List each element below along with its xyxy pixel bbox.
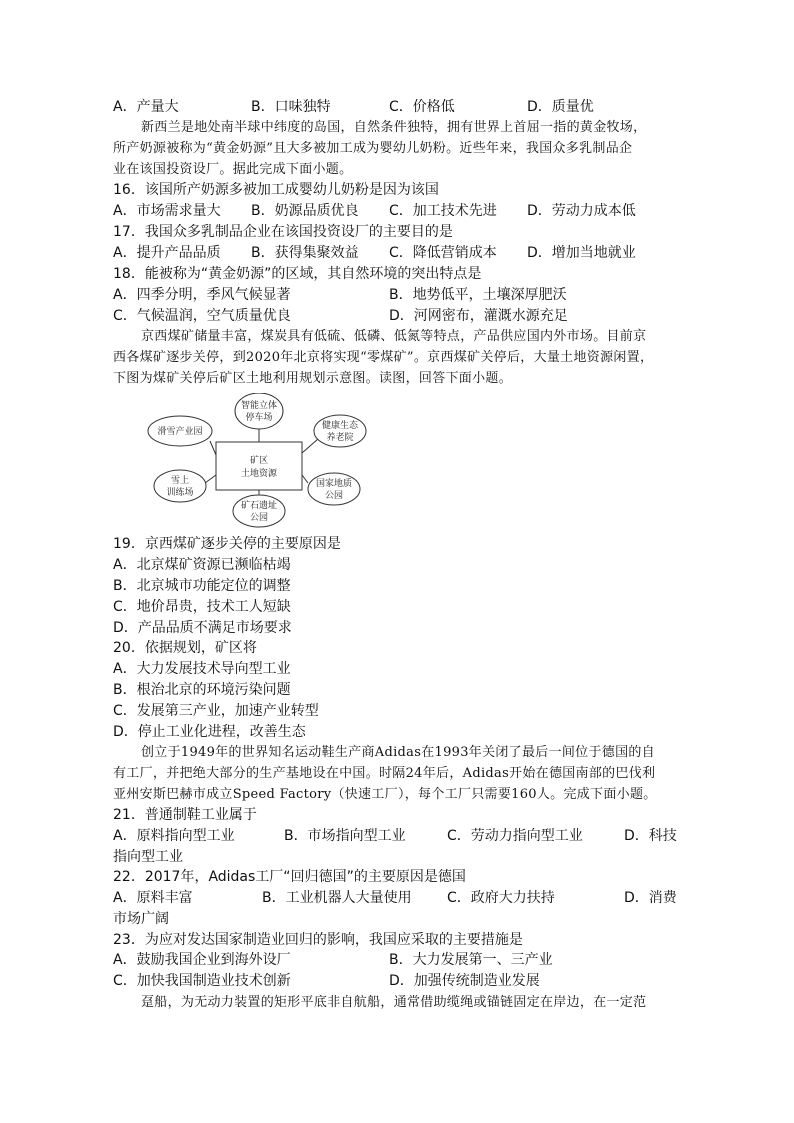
- q15-option-c: C．价格低: [389, 99, 455, 115]
- node-parking-label-2: 停车场: [245, 413, 273, 423]
- node-ski-park-label: 滑雪产业园: [157, 427, 203, 437]
- q23-stem: 23．为应对发达国家制造业回归的影响，我国应采取的主要措施是: [113, 932, 523, 948]
- q18-option-a: A．四季分明，季风气候显著: [113, 287, 291, 303]
- q21-option-d-continuation: 指向型工业: [113, 849, 183, 865]
- node-parking: [235, 393, 283, 429]
- q21-option-d: D．科技: [624, 828, 677, 844]
- node-mine-relic-label-2: 公园: [249, 513, 269, 523]
- q21-option-a: A．原料指向型工业: [113, 828, 235, 844]
- q20-option-b: B．根治北京的环境污染问题: [113, 682, 291, 698]
- passage-boat: 趸船，为无动力装置的矩形平底非自航船，通常借助缆绳或锚链固定在岸边，在一定范: [141, 995, 647, 1010]
- center-label-1: 矿区: [249, 456, 269, 466]
- land-use-diagram: [140, 393, 380, 533]
- q16-option-c: C．加工技术先进: [389, 203, 497, 219]
- passage-line: 京西煤矿储量丰富，煤炭具有低硫、低磷、低氮等特点，产品供应国内外市场。目前京: [141, 329, 647, 344]
- q20-option-c: C．发展第三产业，加速产业转型: [113, 703, 319, 719]
- q22-option-d-continuation: 市场广阔: [113, 911, 169, 927]
- passage-line: 新西兰是地处南半球中纬度的岛国，自然条件独特，拥有世界上首屈一指的黄金牧场，: [141, 120, 647, 135]
- q16-option-b: B．奶源品质优良: [251, 203, 359, 219]
- passage-line: 所产奶源被称为“黄金奶源”且大多被加工成为婴幼儿奶粉。近些年来，我国众多乳制品企: [113, 141, 633, 156]
- q17-option-c: C．降低营销成本: [389, 245, 497, 261]
- node-parking-label-1: 智能立体: [240, 401, 278, 411]
- node-mine-relic-label-1: 矿石遗址: [240, 501, 278, 511]
- node-snow-training-label-1: 雪上: [170, 476, 190, 486]
- passage-line: 西各煤矿逐步关停，到2020年北京将实现“零煤矿”。京西煤矿关停后，大量土地资源闲置，: [113, 350, 654, 365]
- q22-option-c: C．政府大力扶持: [447, 890, 555, 906]
- q17-option-a: A．提升产品品质: [113, 245, 221, 261]
- center-box: [216, 442, 302, 490]
- q15-option-a: A．产量大: [113, 99, 179, 115]
- passage-line: 亚州安斯巴赫市成立Speed Factory（快速工厂），每个工厂只需要160人。完成下面小题。: [113, 787, 657, 802]
- q20-option-d: D．停止工业化进程，改善生态: [113, 724, 306, 740]
- node-elderly-care-label-1: 健康生态: [321, 421, 359, 431]
- q23-option-b: B．大力发展第一、三产业: [389, 952, 553, 968]
- q17-stem: 17．我国众多乳制品企业在该国投资设厂的主要目的是: [113, 224, 453, 240]
- connector-line: [205, 475, 216, 483]
- q19-option-d: D．产品品质不满足市场要求: [113, 620, 292, 636]
- q20-stem: 20．依据规划，矿区将: [113, 640, 257, 656]
- q18-option-d: D．河网密布，灌溉水源充足: [389, 308, 568, 324]
- q20-option-a: A．大力发展技术导向型工业: [113, 661, 291, 677]
- q17-option-d: D．增加当地就业: [527, 245, 636, 261]
- q22-option-b: B．工业机器人大量使用: [262, 890, 412, 906]
- q21-stem: 21．普通制鞋工业属于: [113, 807, 257, 823]
- node-snow-training-label-2: 训练场: [166, 488, 194, 498]
- q21-option-b: B．市场指向型工业: [284, 828, 406, 844]
- q19-stem: 19．京西煤矿逐步关停的主要原因是: [113, 536, 341, 552]
- passage-line: 有工厂，并把绝大部分的生产基地设在中国。时隔24年后，Adidas开始在德国南部的巴伐利: [113, 766, 656, 781]
- q15-option-b: B．口味独特: [251, 99, 331, 115]
- q19-option-c: C．地价昂贵，技术工人短缺: [113, 599, 291, 615]
- q23-option-d: D．加强传统制造业发展: [389, 973, 540, 989]
- connector-line: [302, 475, 308, 483]
- node-geopark-label-1: 国家地质: [315, 479, 353, 489]
- q18-option-c: C．气候温润，空气质量优良: [113, 308, 291, 324]
- q19-option-a: A．北京煤矿资源已濒临枯竭: [113, 557, 291, 573]
- q23-option-c: C．加快我国制造业技术创新: [113, 973, 291, 989]
- q19-option-b: B．北京城市功能定位的调整: [113, 578, 291, 594]
- q22-option-a: A．原料丰富: [113, 890, 193, 906]
- q22-option-d: D．消费: [624, 890, 677, 906]
- connector-line: [302, 439, 318, 453]
- node-geopark-label-2: 公园: [324, 491, 344, 501]
- passage-line: 业在该国投资设厂。据此完成下面小题。: [113, 162, 353, 177]
- q16-option-a: A．市场需求量大: [113, 203, 221, 219]
- q21-option-c: C．劳动力指向型工业: [447, 828, 583, 844]
- connector-line: [210, 441, 216, 455]
- q17-option-b: B．获得集聚效益: [251, 245, 359, 261]
- center-label-2: 土地资源: [240, 469, 278, 479]
- q16-stem: 16．该国所产奶源多被加工成婴幼儿奶粉是因为该国: [113, 182, 439, 198]
- node-elderly-care-label-2: 养老院: [326, 433, 354, 443]
- q15-option-d: D．质量优: [527, 99, 594, 115]
- q18-stem: 18．能被称为“黄金奶源”的区域，其自然环境的突出特点是: [113, 266, 482, 282]
- q16-option-d: D．劳动力成本低: [527, 203, 636, 219]
- q22-stem: 22．2017年，Adidas工厂“回归德国”的主要原因是德国: [113, 869, 466, 885]
- passage-line: 下图为煤矿关停后矿区土地利用规划示意图。读图，回答下面小题。: [113, 371, 513, 386]
- q23-option-a: A．鼓励我国企业到海外设厂: [113, 952, 291, 968]
- passage-line: 创立于1949年的世界知名运动鞋生产商Adidas在1993年关闭了最后一间位于德国的自: [141, 745, 655, 760]
- q18-option-b: B．地势低平，土壤深厚肥沃: [389, 287, 567, 303]
